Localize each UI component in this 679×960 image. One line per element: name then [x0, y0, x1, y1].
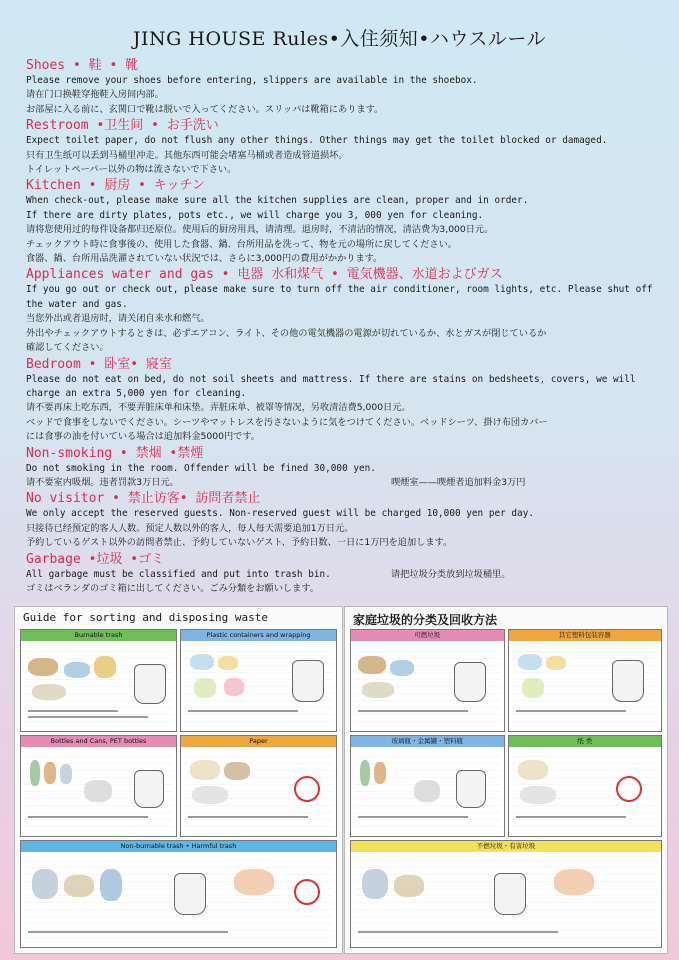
plastic-containers-cn-illustration: [512, 644, 659, 728]
burnable-trash-heading: Burnable trash: [21, 630, 176, 641]
rule-line: the water and gas.: [26, 298, 128, 310]
rule-line: 確認してください。: [26, 342, 109, 354]
rule-line: には食事の油を付いている場合は追加料金5000円です。: [26, 431, 260, 443]
rule-line: トイレットペーパー以外の物は流さないで下さい。: [26, 164, 237, 176]
rule-heading: Non-smoking • 禁烟 •禁煙: [26, 445, 204, 461]
rule-line: ベッドで食事をしないでください。シーツやマットレスを汚さないように気をつけてください。ベッドシーツ、掛け布団カバー: [26, 416, 548, 428]
rule-line: Do not smoking in the room. Offender will be fined 30,000 yen.: [26, 462, 376, 474]
rule-line-part: 请把垃圾分类放到垃圾桶里。: [391, 568, 511, 580]
paper-illustration: [184, 750, 333, 834]
guide-english-title: Guide for sorting and disposing waste: [23, 611, 269, 624]
rule-line: 予約しているゲスト以外の訪問者禁止、予約していないゲスト、予約日数、一日に1万円を追加します。: [26, 537, 453, 549]
bottles-cans-heading: Bottles and Cans, PET bottles: [21, 736, 176, 747]
paper-cn-heading: 纸 类: [509, 736, 662, 747]
rule-line: 只接待已经预定的客人人数。预定人数以外的客人，每人每天需要追加1万日元。: [26, 522, 354, 534]
rule-line: 只有卫生纸可以丢到马桶里冲走。其他东西可能会堵塞马桶或者造成管道损坏。: [26, 149, 348, 161]
rule-heading: Garbage •垃圾 •ゴミ: [26, 551, 165, 567]
bottles-cans-cn-heading: 玻璃瓶・金属罐・塑料瓶: [351, 736, 504, 747]
rule-line-part: 喫煙室——喫煙者追加料金3万円: [391, 476, 526, 488]
non-burnable-cell: [20, 840, 337, 948]
bottles-cans-cn-illustration: [354, 750, 501, 834]
rule-line: チェックアウト時に食事後の、使用した食器、鍋、台所用品を洗って、物を元の場所に戻してください。: [26, 238, 457, 250]
rules-section: [26, 57, 656, 596]
non-burnable-illustration: [24, 855, 333, 944]
rule-heading: No visitor • 禁止访客• 訪問者禁止: [26, 491, 261, 507]
rule-line: Please remove your shoes before entering, slippers are available in the shoebox.: [26, 75, 478, 86]
rule-heading: Kitchen • 厨房 • キッチン: [26, 178, 205, 194]
paper-cn-illustration: [512, 750, 659, 834]
plastic-containers-cn-heading: 其它塑料包装容器: [509, 630, 662, 641]
non-burnable-cn-illustration: [354, 855, 658, 944]
non-burnable-cn-heading: 不燃垃圾・有害垃圾: [351, 841, 661, 852]
rule-line: ゴミはベランダのゴミ箱に出してください。ごみ分類をお願いします。: [26, 582, 319, 594]
burnable-trash-cn-cell: [350, 629, 505, 732]
rule-line: 请在门口换鞋穿拖鞋入房间内部。: [26, 89, 164, 101]
bottles-cans-cn-cell: [350, 735, 505, 838]
bottles-cans-cell: [20, 735, 177, 838]
non-burnable-cn-cell: [350, 840, 662, 948]
plastic-containers-illustration: [184, 644, 333, 728]
rule-heading: Bedroom • 卧室• 寢室: [26, 356, 172, 372]
non-burnable-heading: [21, 841, 336, 852]
guide-chinese-panel: [344, 606, 668, 954]
non-burnable-heading-text: Non-burnable trash • Harmful trash: [120, 842, 237, 851]
guide-chinese-title: 家庭垃圾的分类及回收方法: [353, 613, 498, 627]
rule-line-part: 请不要室内吸烟。违者罚款3万日元。: [26, 476, 179, 488]
rule-line: 当您外出或者退房时，请关闭自来水和燃气。: [26, 313, 210, 325]
rule-line: When check-out, please make sure all the kitchen supplies are clean, proper and in order.: [26, 195, 529, 207]
rule-heading: Restroom •卫生间 • お手洗い: [26, 118, 219, 134]
burnable-trash-cn-heading: 可燃垃圾: [351, 630, 504, 641]
rule-line: 外出やチェックアウトするときは、必ずエアコン、ライト、その他の電気機器の電源が切れているか、水とガスが閉じているか: [26, 327, 547, 339]
plastic-containers-cell: [180, 629, 337, 732]
rule-line: Please do not eat on bed, do not soil sheets and mattress. If there are stains on bedsheets, covers, we will: [26, 373, 636, 385]
page-title: JING HOUSE Rules•入住须知•ハウスルール: [132, 28, 547, 50]
plastic-containers-heading: Plastic containers and wrapping: [181, 630, 336, 641]
plastic-containers-cn-cell: [508, 629, 663, 732]
rule-heading: Appliances water and gas • 电器 水和煤气 • 電気機器、水道およびガス: [26, 267, 503, 283]
rule-line: charge an extra 5,000 yen for cleaning.: [26, 387, 247, 399]
rule-line: 食器、鍋、台所用品洗濯されていない状況では、さらに3,000円の費用がかかります。: [26, 253, 383, 265]
rule-line: Expect toilet paper, do not flush any other things. Other things may get the toilet blocked or damaged.: [26, 135, 608, 147]
rule-line: お部屋に入る前に、玄関口で靴は脱いで入ってください。スリッパは靴箱にあります。: [26, 103, 384, 115]
paper-cell: [180, 735, 337, 838]
rule-line: [26, 476, 656, 490]
rule-line: 请将您使用过的每件设备都归还原位。使用后的厨房用具，请清理。退房时，不清洁的情况，清洁费为3,000日元。: [26, 224, 494, 236]
paper-cn-cell: [508, 735, 663, 838]
bottles-cans-illustration: [24, 750, 173, 834]
rule-line-part: All garbage must be classified and put into trash bin.: [26, 568, 331, 580]
burnable-trash-cn-illustration: [354, 644, 501, 728]
burnable-trash-cell: [20, 629, 177, 732]
guide-english-panel: [14, 606, 343, 954]
paper-heading: Paper: [181, 736, 336, 747]
rule-line: We only accept the reserved guests. Non-reserved guest will be charged 10,000 yen per day.: [26, 508, 534, 520]
rule-line: If you go out or check out, please make sure to turn off the air conditioner, room lights, etc. Please shut off: [26, 284, 653, 296]
rule-line: [26, 568, 656, 582]
burnable-trash-illustration: [24, 644, 173, 728]
rule-line: If there are dirty plates, pots etc., we will charge you 3, 000 yen for cleaning.: [26, 209, 484, 221]
rule-heading: Shoes • 鞋 • 靴: [26, 58, 139, 73]
rule-line: 请不要再床上吃东西，不要弄脏床单和床垫。弄脏床单、被罩等情况，另收清洁费5,000日元。: [26, 402, 411, 414]
